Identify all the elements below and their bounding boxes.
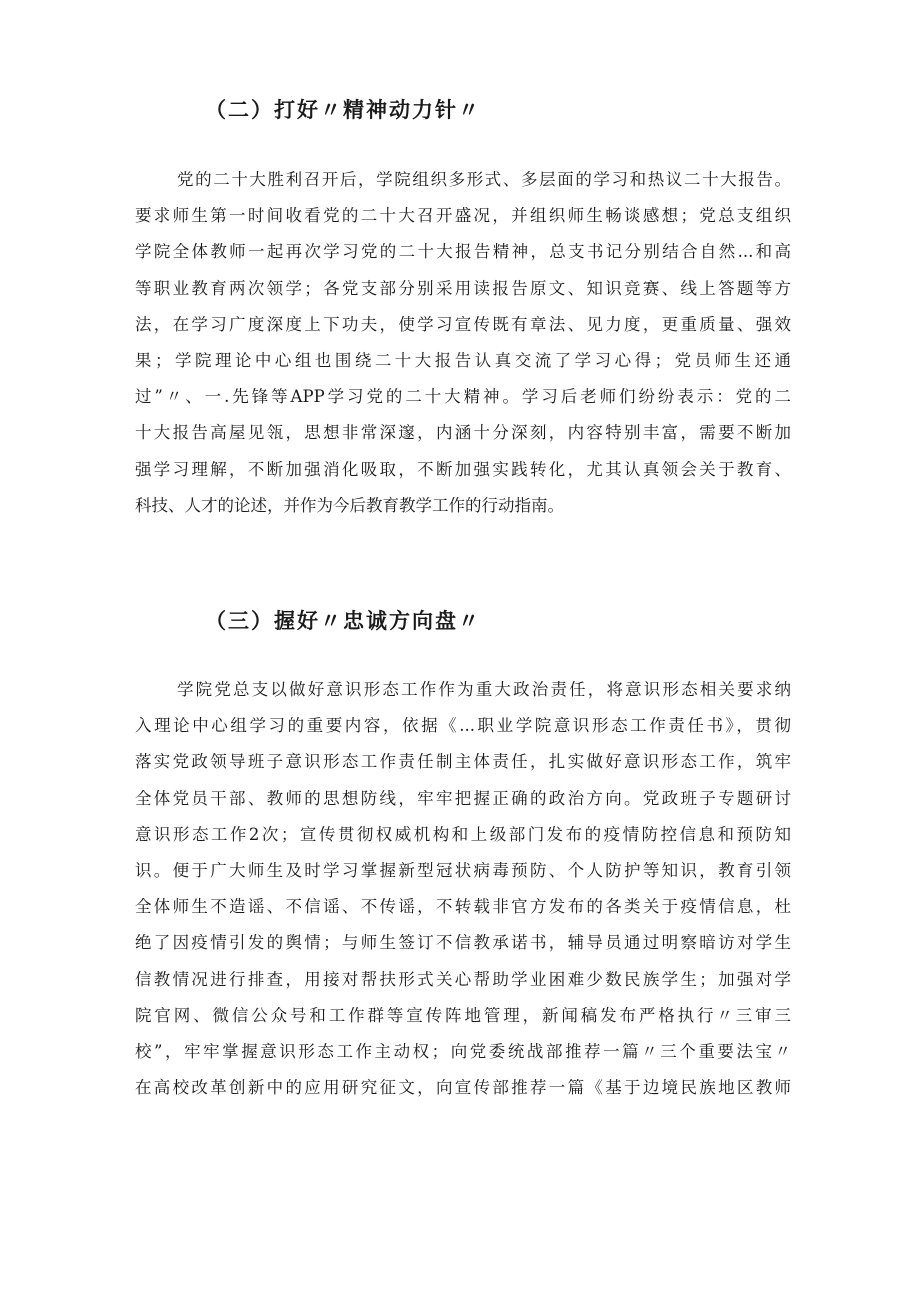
paragraph-line: 全体党员干部、教师的思想防线，牢牢把握正确的政治方向。党政班子专题研讨 [135, 788, 791, 808]
paragraph-line: 院官网、微信公众号和工作群等宣传阵地管理，新闻稿发布严格执行〃三审三 [135, 1005, 791, 1025]
paragraph-line: 学院全体教师一起再次学习党的二十大报告精神，总支书记分别结合自然...和高 [135, 242, 791, 262]
paragraph-line: 党的二十大胜利召开后，学院组织多形式、多层面的学习和热议二十大报告。 [177, 170, 791, 189]
paragraph-line: 学院党总支以做好意识形态工作作为重大政治责任，将意识形态相关要求纳 [177, 680, 791, 699]
paragraph-line: 等职业教育两次领学；各党支部分别采用读报告原文、知识竞赛、线上答题等方 [135, 278, 791, 298]
paragraph-line: 识。便于广大师生及时学习掌握新型冠状病毒预防、个人防护等知识，教育引领 [135, 860, 791, 880]
section-2-paragraph [135, 162, 791, 524]
paragraph-line: 法，在学习广度深度上下功夫，使学习宣传既有章法、见力度，更重质量、强效 [135, 314, 791, 334]
paragraph-line: 过”〃、一.先锋等APP学习党的二十大精神。学习后老师们纷纷表示：党的二 [135, 387, 791, 407]
paragraph-line: 果；学院理论中心组也围绕二十大报告认真交流了学习心得；党员师生还通 [135, 350, 791, 370]
section-3-paragraph [135, 672, 791, 1106]
paragraph-line: 落实党政领导班子意识形态工作责任制主体责任，扎实做好意识形态工作，筑牢 [135, 752, 791, 772]
paragraph-line: 要求师生第一时间收看党的二十大召开盛况，并组织师生畅谈感想；党总支组织 [135, 206, 791, 226]
paragraph-line: 入理论中心组学习的重要内容，依据《...职业学院意识形态工作责任书》，贯彻 [135, 716, 791, 736]
section-heading-2: （二）打好〃精神动力针〃 [205, 97, 481, 122]
paragraph-line: 十大报告高屋见瓴，思想非常深邃，内涵十分深刻，内容特别丰富，需要不断加 [135, 423, 791, 443]
paragraph-line: 校”，牢牢掌握意识形态工作主动权；向党委统战部推荐一篇〃三个重要法宝〃 [135, 1041, 791, 1061]
paragraph-line: 意识形态工作2次；宣传贯彻权威机构和上级部门发布的疫情防控信息和预防知 [135, 824, 791, 844]
section-heading-3: （三）握好〃忠诚方向盘〃 [205, 608, 481, 633]
paragraph-line: 绝了因疫情引发的舆情；与师生签订不信教承诺书，辅导员通过明察暗访对学生 [135, 933, 791, 953]
paragraph-line: 信教情况进行排查，用接对帮扶形式关心帮助学业困难少数民族学生；加强对学 [135, 969, 791, 989]
paragraph-line: 强学习理解，不断加强消化吸取，不断加强实践转化，尤其认真领会关于教育、 [135, 459, 791, 479]
paragraph-line: 在高校改革创新中的应用研究征文，向宣传部推荐一篇《基于边境民族地区教师 [135, 1078, 791, 1098]
paragraph-line: 科技、人才的论述，并作为今后教育教学工作的行动指南。 [135, 495, 564, 515]
paragraph-line: 全体师生不造谣、不信谣、不传谣，不转载非官方发布的各类关于疫情信息，杜 [135, 897, 791, 917]
